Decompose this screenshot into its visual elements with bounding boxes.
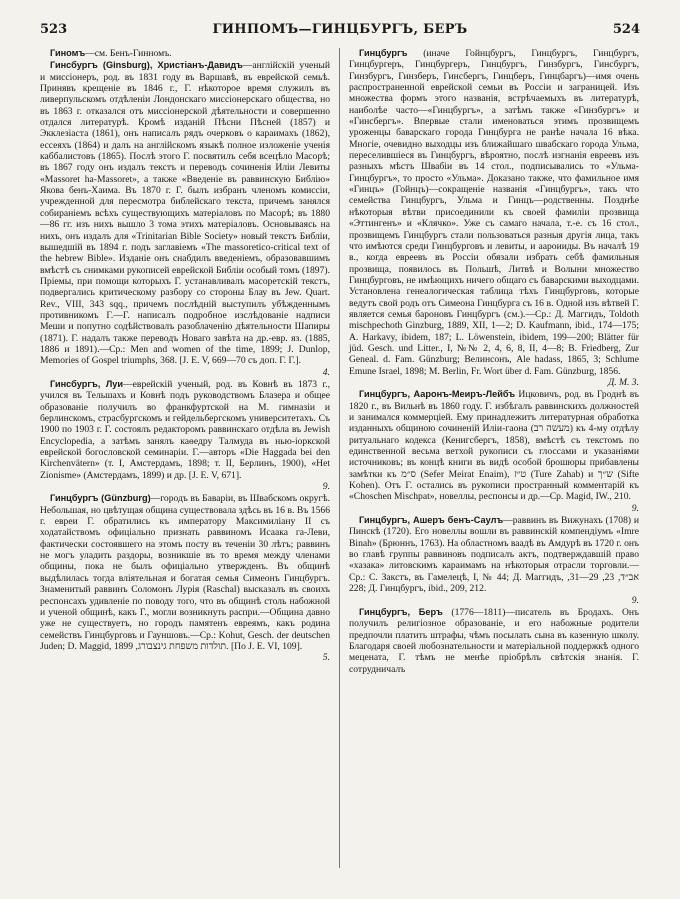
column-divider [339, 48, 340, 868]
left-column [40, 48, 330, 665]
entry [349, 515, 639, 606]
entry-text: —англійскій ученый и миссіонеръ, род. въ 1831 году въ Варшавѣ, въ еврейской семьѣ. Принявъ крещеніе въ 1846 г., Г. нѣкоторое время служилъ въ ливерпульскомъ отдѣленіи Лондонскаго миссіонерскаго общества, но въ 1863 г. отказался отъ миссіонерской дѣятельности и совершенно отдался литературѣ. Кромѣ изданій Пѣсни Пѣсней (1857) и Экклезіаста (1861), онъ написалъ рядъ очерковъ о караимахъ (1862), ессеяхъ (1864) и далъ на англійскомъ языкѣ полное изложеніе ученія каббалистовъ (1865). Послѣ этого Г. посвятилъ себя всецѣло Масорѣ; въ 1867 году онъ издалъ текстъ и переводъ сочиненія Иліи Левиты «Massoret ha-Massoret», а также «Введеніе въ раввинскую Библію» Якова бенъ-Хаима. Въ 1870 г. Г. былъ избранъ членомъ комиссіи, учрежденной для пересмотра библейскаго текста, причемъ занялся собираніемъ всѣхъ существующихъ матеріаловъ по Масорѣ; въ 1880—86 гг. изъ нихъ вышло 3 тома этихъ матеріаловъ. Основываясь на нихъ, онъ издалъ для «Trinitarian Bible Society» новый текстъ Библіи, вышедшій въ 1894 г. подъ заглавіемъ «The massoretico-critical text of the hebrew Bible». Изданіе онъ снабдилъ введеніемъ, образовавшимъ вмѣстѣ съ снимками рукописей еврейской Библіи особый томъ (1897). Пріемы, при помощи которыхъ Г. устанавливалъ масоретскій текстъ, подвергались критическому разбору со стороны Блау въ Jew. Quart. Rev., VIII, 343 sqq., причемъ послѣдній выступилъ убѣжденнымъ противникомъ Г.—Г. написалъ подробное изслѣдованіе надписи Меши и попутно содѣйствовалъ разоблаченію дѣятельности Шапиры (1871). Г. надалъ также переводъ Новаго завѣта на др.-евр. яз. (1885, 1886 и 1891).—Ср.: Men and women of the time, 1899; J. Dunlop, Memories of Gospel triumphs, 368. [J. E. V, 669—70 съ доп. Г. Г.]. [40, 60, 331, 367]
right-column [349, 48, 639, 676]
entry-text: —см. Бенъ-Гинномъ. [85, 48, 172, 59]
entry-signature: 5. [322, 652, 330, 664]
entry-text: (иначе Гойнцбургъ, Гинцбургъ, Гинцбургъ, Гинцбургеръ, Гинцбургеръ, Гинцбургъ, Гинзбургъ, Гинсбургъ, Гинзбургъ, Гинзберъ, Гинсбергъ, Гинцберъ, Гинцбаргъ)—имя очень распространенной еврейской семьи въ Россіи и заграницей. Изъ множества формъ этого названія, встрѣчаемыхъ въ литературѣ, наиболѣе часто—«Гинцбургъ», а затѣмъ также «Гинзбургъ» и «Гинсбергъ». Впервые стали именоваться этимъ прозвищемъ уроженцы баварскаго города Гинцбурга не ранѣе начала 16 вѣка. Многіе, очевидно выходцы изъ ближайшаго швабскаго города Ульма, переселившіеся въ Гинцбургъ, вѣроятно, послѣ изгнанія евреевъ изъ разныхъ мѣстъ Швабіи въ 14 стол., подписывались то «Ульма-Гинцбургъ», то просто «Ульма». Доказано также, что фамильное имя «Гинцъ» (Гойнцъ)—сокращеніе названія «Гинцбургъ», такъ что семейства Гинцбургъ, Ульма и Гинцъ—родственны. Позднѣе нѣкоторыя вѣтви присоединили къ своей фамиліи прозвища «Эттингенъ» и «Клячко». Уже съ самаго начала, т.-е. съ 16 стол., прозвищемъ Гинцбургъ стали пользоваться разныя другія лица, такъ что имѣются среди Гинцбурговъ и левиты, и аароииды. Въ началѣ 19 в., когда евреевъ въ Россіи обязали избрать себѣ фамильныя прозвища, появилось въ Польшѣ, Литвѣ и Волыни множество Гинцбурговъ, не имѣющихъ ничего общаго съ баварскими выходцами. Установлена генеалогическая таблица тѣхъ Гинцбурговъ, которые ведутъ свой родъ отъ Симеона Гинцбурга съ 16 в. Одной изъ вѣтвей Г. является семья бароновъ Гинцбургъ (см.).—Ср.: Д. Маггидъ, Toldoth mischpechoth Ginzburg, 1889, XII, 1—2; D. Kaufmann, ibid., 174—175; A. Harkavy, ibidem, 187; L. Löwenstein, ibidem, 199—200; Blätter für jüd. Gesch. und Litter., I, №№ 2, 4, 6, 8, II, 4—8; B. Friedberg, Zur Geneal. d. Fam. Günzburg; Велинсонъ, Ale hadass, 1865, 3; Schlume Emune Israel, 1898; M. Berlin, Fr. Wort über d. Fam. Günzburg, 1856. [349, 48, 639, 377]
entry-signature: 9. [631, 502, 639, 514]
entry-signature: 9. [631, 594, 639, 606]
page-number-right: 524 [612, 22, 640, 37]
entry [40, 493, 330, 663]
entry-headword: Гинцбургъ (Günzburg) [50, 493, 151, 504]
entry-headword: Гинцбургъ, Ааронъ-Меиръ-Лейбъ [359, 389, 516, 400]
entry-headword: Гинцбургъ, Беръ [359, 606, 443, 617]
entry [349, 389, 639, 514]
entry-text: Ицковичъ, род. въ Гроднѣ въ 1820 г., въ Вильнѣ въ 1860 году. Г. избѣгалъ раввинскихъ должностей и занимался коммерціей. Ему принадлежитъ литературная обработка изданныхъ общиною сочиненій Иліи-гаона (מעשה רב) къ 4-му отдѣлу ритуальнаго кодекса (Кенигсбергъ, 1858), вмѣстѣ съ текстомъ по единственной весьма ветхой рукописи съ глоссами и указаніями источниковъ; въ концѣ книги въ видѣ особой брошюры прибавлены замѣтки къ ס״מ (Sefer Meirat Enaim), ט״ז (Ture Zahab) и ש״ך (Sifte Kohen). Отъ Г. остались въ рукописи пространный комментарій къ «Choschen Mischpat», новеллы, респонсы и др.—Ср. Magid, IW., 210. [349, 389, 639, 503]
entry-headword: Гинсбургъ (Ginsburg), Христіанъ-Давидъ [50, 60, 243, 71]
entry-text: —еврейскій ученый, род. въ Ковнѣ въ 1873 г., учился въ Тельшахъ и Ковнѣ подъ руководствомъ Блазера и общее образованіе получилъ во франкфуртской на М. гимназіи и берлинскомъ, страсбургскомъ и гейдельбергскомъ университетахъ. Съ 1900 по 1903 г. Г. состоялъ редакторомъ раввинскаго отдѣла въ Jewish Encyclopedia, а затѣмъ занялъ каѳедру Талмуда въ нью-іоркской еврейской богословской семинаріи. Г.—авторъ «Die Haggada bei den Kirchenvätern» (т. I, Амстердамъ, 1898; т. II, Берлинъ, 1900), «Het Zionisme» (Амстердамъ, 1899) и др. [J. E. V, 671]. [40, 378, 330, 481]
entry-headword: Гинцбургъ, Ашеръ бенъ-Саулъ [359, 515, 504, 526]
entry-signature: 9. [322, 481, 330, 493]
entry [40, 48, 330, 59]
entry [349, 48, 639, 388]
page-number-left: 523 [40, 22, 68, 37]
entry [40, 379, 330, 492]
entry-headword: Гинсбургъ, Луи [50, 378, 124, 389]
page-header [40, 22, 640, 42]
entry-text: —городъ въ Баваріи, въ Швабскомъ округѣ. Небольшая, но цвѣтущая община существовала здѣсь въ 16 в. Въ 1566 г. евреи Г. обратились къ императору Максимиліану II съ ходатайствомъ офиціально признать раввиномъ Исаака га-Леви, фактически состоявшего на этомъ посту въ теченіи 30 лѣтъ; раввинъ не могъ уладить раздоры, возникшіе въ то время между членами общины, пока не былъ офиціально утвержденъ. Въ общинѣ выдѣлилась тогда влiятельная и богатая семья Симеонъ Гинцбургъ. Знаменитый раввинъ Соломонъ Лурія (Raschal) высказалъ въ своихъ респонсахъ удивленіе по поводу того, что въ общинѣ столь набожной и ученой общинѣ, какъ Г., могли возникнуть распри.—Община давно уже не существуетъ, но городъ памятенъ евреямъ, какъ родина семействъ Гинцбурговъ и Гауншовъ.—Ср.: Kohut, Gesch. der deutschen Juden; D. Maggid, תולדות משפחת גינצבורג, 1899. [По J. E. VI, 109]. [40, 493, 330, 652]
entry-text: (1776—1811)—писатель въ Бродахъ. Онъ получилъ религіозное образованіе, и его набожные родители предпочли платить штрафы, чѣмъ посылать сына въ казенную школу. Благодаря своей любознательности и матеріальной поддержкѣ одного мецената, Г. тѣмъ не менѣе пріобрѣлъ свѣтскія знанія. Г. сотрудничалъ [349, 606, 639, 675]
running-title: ГИНПОМЪ—ГИНЦБУРГЪ, БЕРЪ [212, 22, 468, 37]
entry-text: —раввинъ въ Вижунахъ (1708) и Пинскѣ (1720). Его новеллы вошли въ раввинскій компендіумъ «Imre Binah» (Брюннъ, 1763). На областномъ ваадѣ въ Амдурѣ въ 1720 г. онъ во главѣ группы раввиновъ подписалъ актъ, подтверждавшій право «хазака» литовскимъ караимамъ на нѣкоторыя отрасли торговли.—Ср.: С. Закстъ, въ Гамелецѣ, I, № 44; Д. Маггидъ, אב״ד, 23, 29—31, 228; Д. Гинцбургъ, ibid., 209, 212. [349, 515, 640, 595]
entry-signature: 4. [322, 366, 330, 378]
entry [40, 60, 330, 378]
entry-headword: Гинцбургъ [359, 48, 408, 58]
entry [349, 607, 639, 675]
entry-signature: Д. М. 3. [608, 376, 639, 388]
entry-headword: Гиномъ [50, 48, 86, 58]
